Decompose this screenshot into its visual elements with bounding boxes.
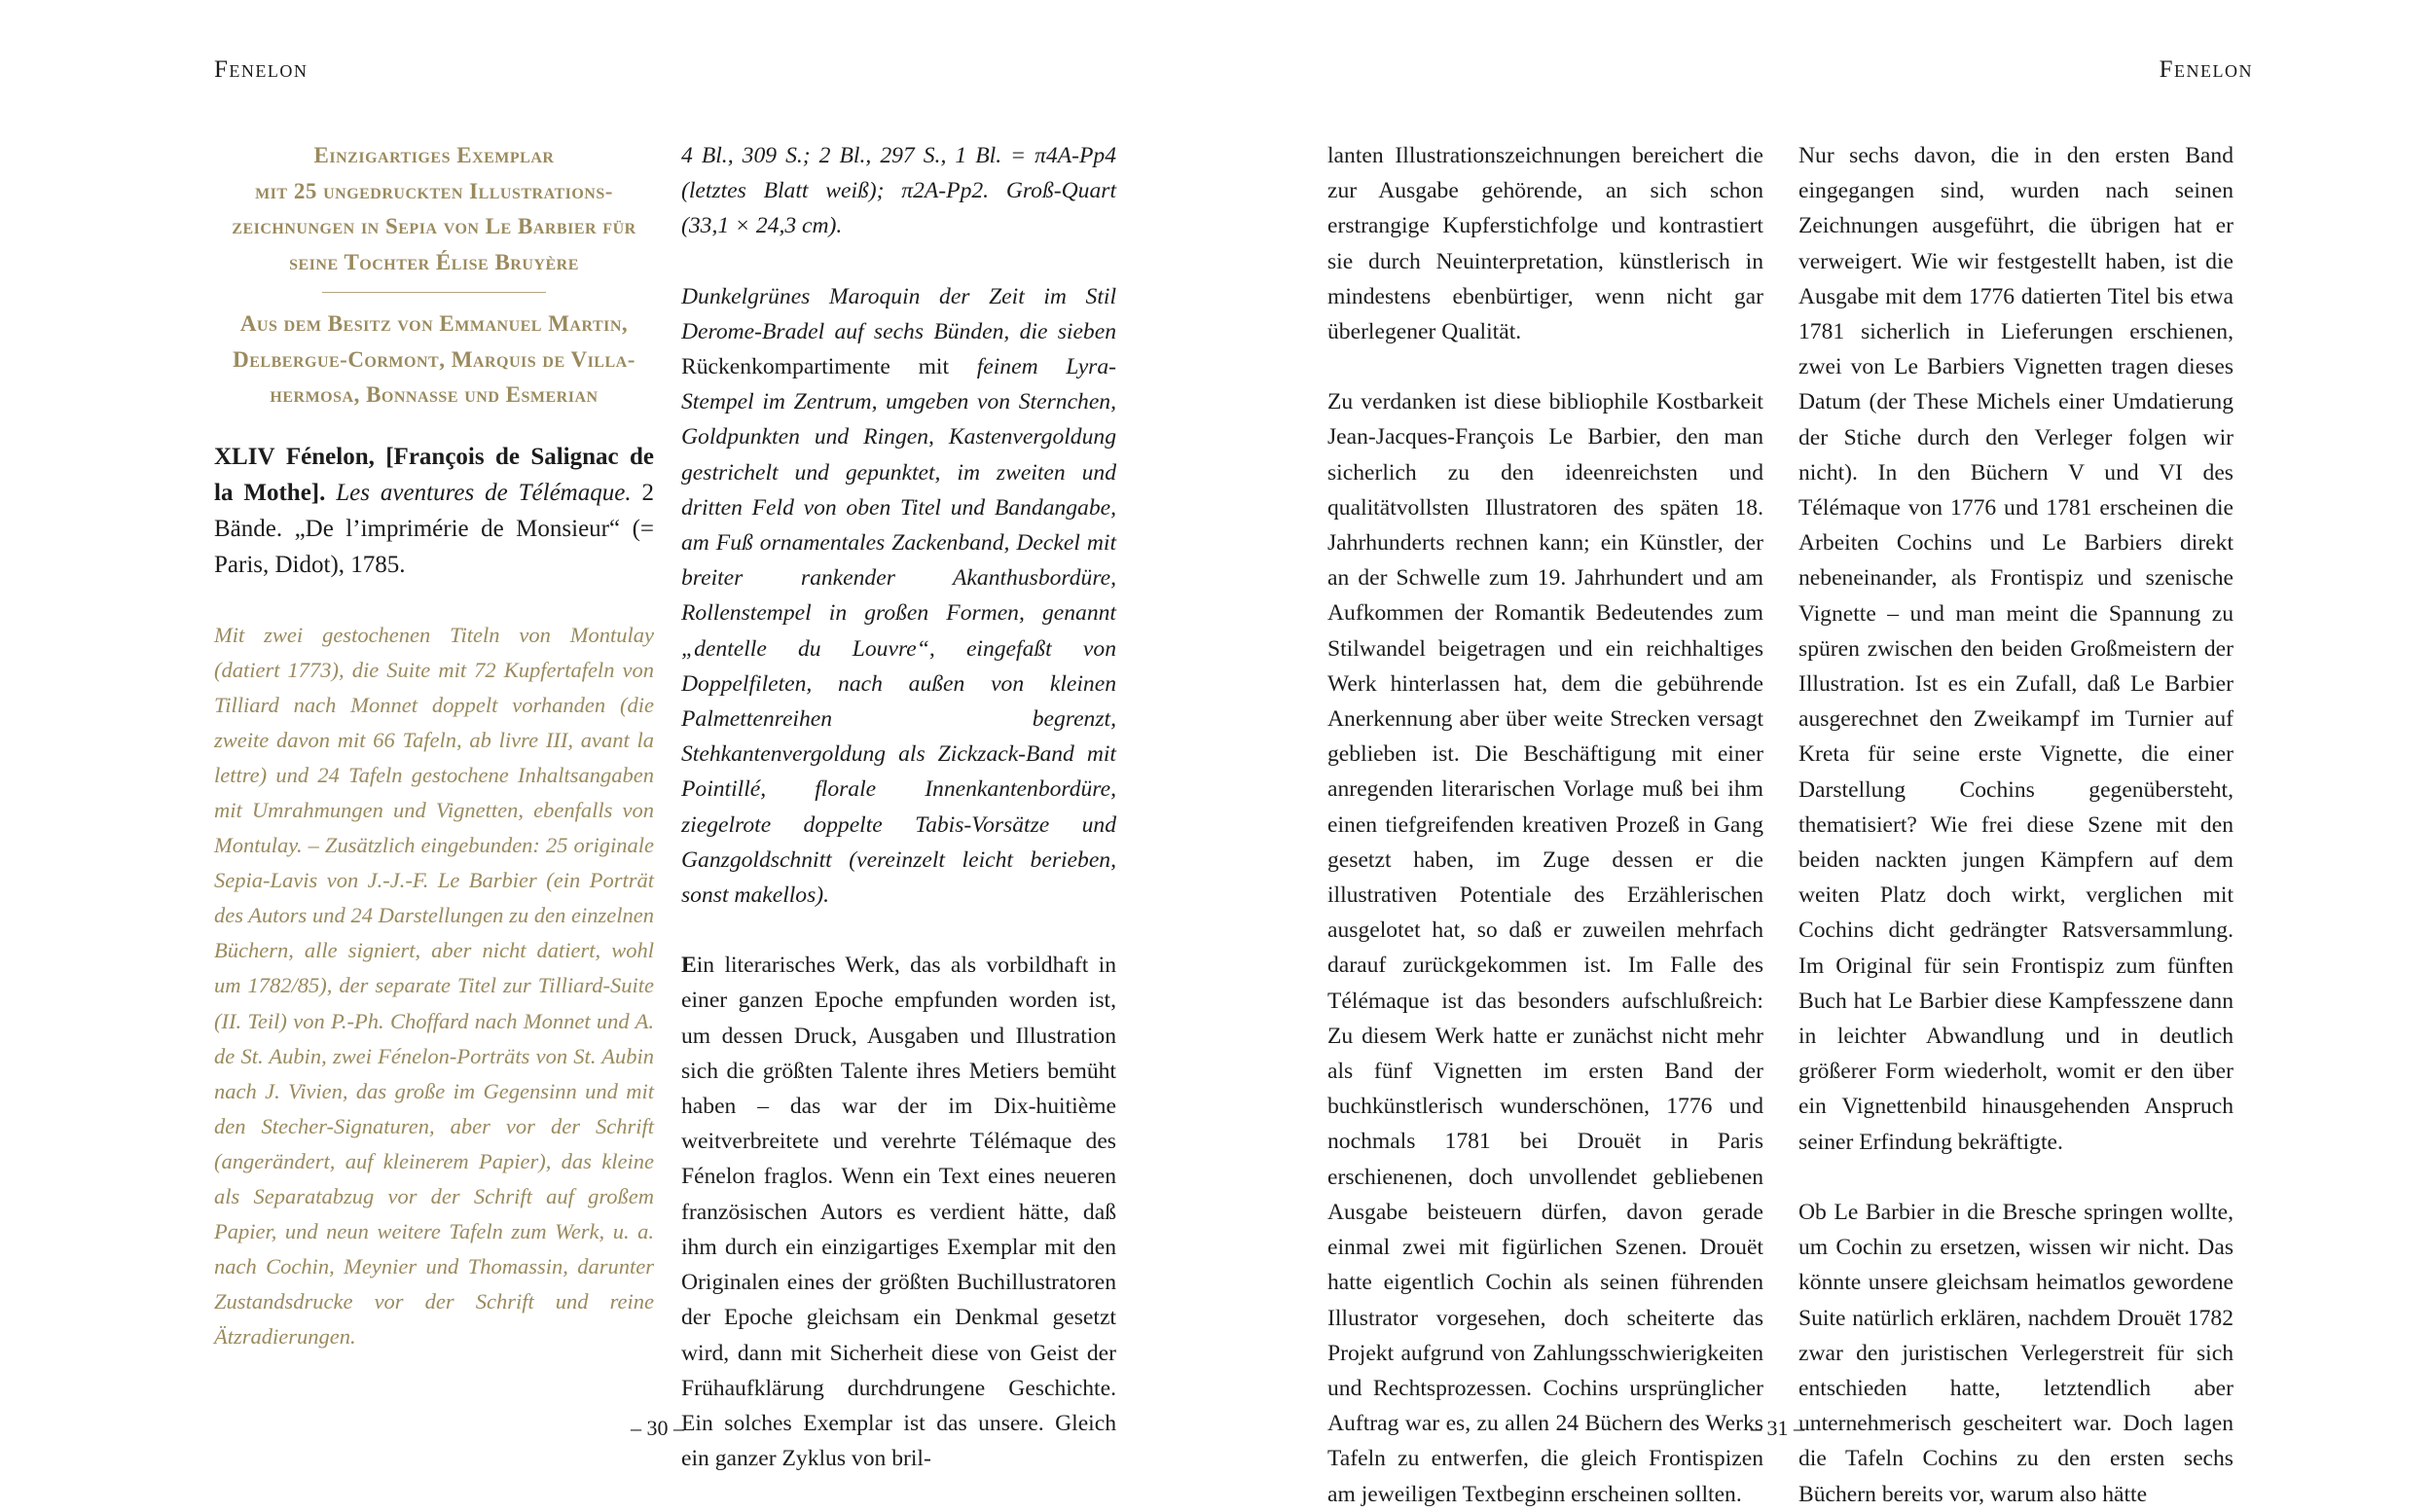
provenance-line: hermosa, Bonnasse und Esmerian	[270, 382, 599, 407]
entry-number: XLIV	[214, 443, 275, 470]
binding-upright-text: Rückenkompartimente mit	[681, 354, 950, 380]
catalogue-entry	[214, 439, 654, 583]
initial-letter: E	[681, 953, 697, 979]
essay-paragraph: Nur sechs davon, die in den ersten Band eingegangen sind, wurden nach seinen Zeichnungen ausgeführt, die übrigen hat er verweigert. Wie wir festgestellt haben, ist die Ausgabe mit dem 1776 datierten Titel bis etwa 1781 sicherlich in Lieferungen erschienen, zwei von Le Barbiers Vignetten tragen dieses Datum (der These Michels einer Umdatierung der Stiche durch den Verleger folgen wir nicht). In den Büchern V und VI des Télémaque von 1776 und 1781 erscheinen die Arbeiten Cochins und Le Barbiers direkt nebeneinander, als Frontispiz und szenische Vignette – und man meint die Spannung zu spüren zwischen den beiden Großmeistern der Illustration. Ist es ein Zufall, daß Le Barbier ausgerechnet den Zweikampf im Turnier auf Kreta für seine erste Vignette, die einer Darstellung Cochins gegenübersteht, thematisiert? Wie frei diese Szene mit den beiden nackten jungen Kämpfern auf dem weiten Platz doch wirkt, verglichen mit Cochins dicht gedrängter Ratsversammlung. Im Original für sein Frontispiz zum fünften Buch hat Le Barbier diese Kampfesszene dann in leichter Abwandlung und in deutlich größerer Form wiederholt, womit er den über ein Vignettenbild hinausgehenden Anspruch seiner Erfindung bekräftigte.	[1798, 143, 2233, 1155]
left-page-column-1	[214, 138, 654, 1354]
right-page-column-1	[1327, 138, 1763, 1512]
essay-text: in literarisches Werk, das als vorbildhaft in einer ganzen Epoche empfunden worden ist, um dessen Druck, Ausgaben und Illustration sich die größten Talente ihres Metiers bemüht haben – das war der im Dix-huitième weitverbreitete und verehrte Télémaque des Fénelon fraglos. Wenn ein Text eines neueren französischen Autors es verdient hätte, daß ihm durch ein einzigartiges Exemplar mit den Originalen eines der größten Buchillustratoren der Epoche gleichsam ein Denkmal gesetzt wird, dann mit Sicherheit diese von Geist der Frühaufklärung durchdrungene Geschichte. Ein solches Exemplar ist das unsere. Gleich ein ganzer Zyklus von bril-	[681, 953, 1116, 1472]
left-page-column-2	[681, 138, 1116, 1476]
running-header-right: Fenelon	[2159, 56, 2253, 83]
entry-title: Les aventures de Télémaque.	[336, 479, 632, 506]
binding-text: Dunkelgrünes Maroquin der Zeit im Stil Derome-Bradel auf sechs Bünden, die sieben	[681, 283, 1116, 344]
entry-imprint: 2 Bände. „De l’imprimérie de Monsieur“ (= Paris, Didot), 1785.	[214, 479, 654, 578]
essay-paragraph: lanten Illustrationszeichnungen bereichert die zur Ausgabe gehörende, an sich schon erstrangige Kupferstichfolge und kontrastiert sie durch Neuinterpretation, künstlerisch in mindestens ebenbürtiger, wenn nicht gar überlegener Qualität.	[1327, 143, 1763, 345]
page-number-left: – 30 –	[631, 1416, 684, 1440]
title-line: mit 25 ungedruckten Illustrations-	[255, 178, 613, 203]
provenance-block	[214, 306, 654, 414]
title-block	[214, 138, 654, 280]
right-page-column-2	[1798, 138, 2233, 1512]
illustration-note: Mit zwei gestochenen Titeln von Montulay (datiert 1773), die Suite mit 72 Kupfertafeln von Tilliard nach Monnet doppelt vorhanden (die zweite davon mit 66 Tafeln, ab livre III, avant la lettre) und 24 Tafeln gestochene Inhaltsangaben mit Umrahmungen und Vignetten, ebenfalls von Montulay. – Zusätzlich eingebunden: 25 originale Sepia-Lavis von J.-J.-F. Le Barbier (ein Porträt des Autors und 24 Darstellungen zu den einzelnen Büchern, alle signiert, aber nicht datiert, wohl um 1782/85), der separate Titel zur Tilliard-Suite (II. Teil) von P.-Ph. Choffard nach Monnet und A. de St. Aubin, zwei Fénelon-Porträts von St. Aubin nach J. Vivien, das große im Gegensinn und mit den Stecher-Signaturen, aber vor der Schrift (angerändert, auf kleinerem Papier), das kleine als Separatabzug vor der Schrift auf großem Papier, und neun weitere Tafeln zum Werk, u. a. nach Cochin, Meynier und Thomassin, darunter Zustandsdrucke vor der Schrift und reine Ätzradierungen.	[214, 622, 654, 1350]
entry-author: Fénelon, [François de Salignac de la Mothe].	[214, 443, 654, 506]
collation: 4 Bl., 309 S.; 2 Bl., 297 S., 1 Bl. = π4A-Pp4 (letztes Blatt weiß); π2A-Pp2. Groß-Quart (33,1 × 24,3 cm).	[681, 143, 1116, 239]
title-line: Einzigartiges Exemplar	[313, 143, 555, 167]
binding-text-continued: feinem Lyra-Stempel im Zentrum, umgeben von Sternchen, Goldpunkten und Ringen, Kastenvergoldung gestrichelt und gepunktet, im zweiten und dritten Feld von oben Titel und Bandangabe, am Fuß ornamentales Zackenband, Deckel mit breiter rankender Akanthusbordüre, Rollenstempel in großen Formen, genannt „dentelle du Louvre“, eingefaßt von Doppelfileten, nach außen von kleinen Palmettenreihen begrenzt, Stehkantenvergoldung als Zickzack-Band mit Pointillé, florale Innenkantenbordüre, ziegelrote doppelte Tabis-Vorsätze und Ganzgoldschnitt (vereinzelt leicht berieben, sonst makellos).	[681, 354, 1117, 909]
title-line: seine Tochter Élise Bruyère	[289, 249, 579, 274]
binding-description	[681, 279, 1116, 914]
provenance-line: Aus dem Besitz von Emmanuel Martin,	[239, 311, 629, 336]
essay-paragraph: Ob Le Barbier in die Bresche springen wollte, um Cochin zu ersetzen, wissen wir nicht. Das könnte unsere gleichsam heimatlos gewordene Suite natürlich erklären, nachdem Drouët 1782 zwar den juristischen Verlegerstreit für sich entschieden hatte, letztendlich aber unternehmerisch gescheitert war. Doch lagen die Tafeln Cochins zu den ersten sechs Büchern bereits vor, warum also hätte	[1798, 1199, 2233, 1507]
provenance-line: Delbergue-Cormont, Marquis de Villa-	[233, 346, 635, 372]
page-number-right: – 31 –	[1751, 1416, 1804, 1440]
essay-opening	[681, 948, 1116, 1476]
running-header-left: Fenelon	[214, 56, 309, 83]
essay-paragraph: Zu verdanken ist diese bibliophile Kostbarkeit Jean-Jacques-François Le Barbier, den man sicherlich zu den ideenreichsten und qualitätvollsten Illustratoren des späten 18. Jahrhunderts rechnen kann; ein Künstler, der an der Schwelle zum 19. Jahrhundert und am Aufkommen der Romantik Bedeutendes zum Stilwandel beigetragen und ein reichhaltiges Werk hinterlassen hat, dem die gebührende Anerkennung aber über weite Strecken versagt geblieben ist. Die Beschäftigung mit einer anregenden literarischen Vorlage muß bei ihm einen tiefgreifenden kreativen Prozeß in Gang gesetzt haben, im Zuge dessen er die illustrativen Potentiale des Erzählerischen ausgelotet hat, so daß er zuweilen mehrfach darauf zurückgekommen ist. Im Falle des Télémaque ist das besonders aufschlußreich: Zu diesem Werk hatte er zunächst nicht mehr als fünf Vignetten im ersten Band der buchkünstlerisch wunderschönen, 1776 und nochmals 1781 bei Drouët in Paris erschienenen, doch unvollendet gebliebenen Ausgabe beisteuern dürfen, davon gerade einmal zwei mit figürlichen Szenen. Drouët hatte eigentlich Cochin als seinen führenden Illustrator vorgesehen, doch scheiterte das Projekt aufgrund von Zahlungsschwierigkeiten und Rechtsprozessen. Cochins ursprünglicher Auftrag war es, zu allen 24 Büchern des Werks Tafeln zu entwerfen, die gleich Frontispizen am jeweiligen Textbeginn erscheinen sollten.	[1327, 389, 1763, 1507]
title-line: zeichnungen in Sepia von Le Barbier für	[232, 214, 636, 238]
ornamental-rule	[322, 292, 546, 293]
